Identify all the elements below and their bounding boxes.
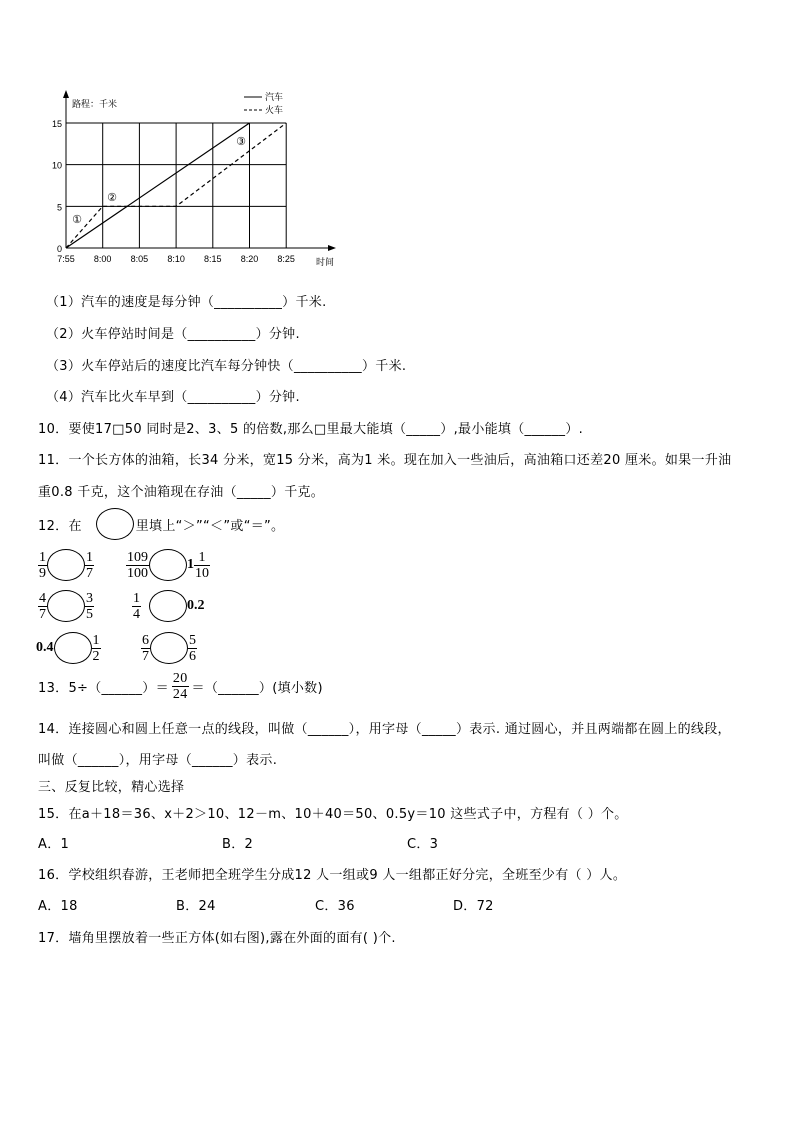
question-12-suffix: 里填上“＞”“＜”或“＝”。 (135, 518, 285, 534)
x-tick-label: 8:15 (204, 254, 222, 264)
x-axis-arrow (328, 245, 336, 251)
q15-option-a[interactable]: A．1 (38, 837, 70, 852)
compare-1b: 109 100 1 1 10 (127, 549, 209, 581)
x-tick-label: 8:25 (277, 254, 295, 264)
answer-circle[interactable] (149, 549, 187, 581)
q16-option-c[interactable]: C．36 (315, 899, 355, 914)
question-17: 17．墙角里摆放着一些正方体(如右图),露在外面的面有( )个. (38, 931, 396, 946)
y-axis-arrow (63, 90, 69, 98)
question-9-3: （3）火车停站后的速度比汽车每分钟快（__________）千米. (46, 359, 407, 374)
q16-option-a[interactable]: A．18 (38, 899, 78, 914)
y-axis-label: 路程：千米 (72, 99, 118, 109)
answer-circle[interactable] (150, 632, 188, 664)
segment-annotation: ③ (236, 136, 246, 148)
question-13: 13．5÷（______）＝ 20 24 ＝（______）(填小数) (38, 671, 323, 702)
series-line-car (66, 123, 250, 248)
compare-1a: 1 9 1 7 (39, 549, 93, 581)
question-10: 10．要使17□50 同时是2、3、5 的倍数,那么□里最大能填（_____）,最小能填（______）. (38, 422, 584, 437)
question-9-2: （2）火车停站时间是（__________）分钟. (46, 327, 300, 342)
question-15: 15．在a＋18＝36、x＋2＞10、12－m、10＋40＝50、0.5y＝10 这些式子中，方程有（ ）个。 (38, 807, 628, 822)
question-14-line2: 叫做（______），用字母（______）表示. (38, 753, 278, 768)
y-tick-label: 5 (56, 202, 62, 213)
answer-circle[interactable] (47, 549, 85, 581)
question-11-line1: 11．一个长方体的油箱，长34 分米，宽15 分米，高为1 米。现在加入一些油后，高油箱口还差20 厘米。如果一升油 (38, 453, 732, 468)
distance-time-chart (0, 0, 794, 270)
section-3-heading: 三、反复比较，精心选择 (38, 780, 185, 795)
x-tick-label: 8:05 (130, 254, 149, 264)
question-12 (38, 508, 284, 540)
compare-3a: 0.4 1 2 (36, 632, 100, 664)
x-tick-label: 8:10 (167, 254, 185, 264)
x-tick-label: 7:55 (57, 254, 75, 264)
compare-2b: 1 4 0.2 (133, 590, 205, 622)
q16-option-d[interactable]: D．72 (453, 899, 494, 914)
question-9-4: （4）汽车比火车早到（__________）分钟. (46, 390, 300, 405)
answer-circle[interactable] (54, 632, 92, 664)
legend-label: 火车 (265, 105, 284, 115)
chart-grid (63, 90, 336, 251)
legend-label: 汽车 (265, 92, 284, 102)
question-16: 16．学校组织春游，王老师把全班学生分成12 人一组或9 人一组都正好分完，全班至少有（ ）人。 (38, 868, 627, 883)
question-11-line2: 重0.8 千克，这个油箱现在存油（_____）千克。 (38, 485, 325, 500)
y-tick-label: 10 (51, 160, 62, 171)
compare-2a: 4 7 3 5 (39, 590, 93, 622)
q15-option-c[interactable]: C．3 (407, 837, 439, 852)
question-14-line1: 14．连接圆心和圆上任意一点的线段，叫做（______），用字母（_____）表示. 通过圆心，并且两端都在圆上的线段， (38, 722, 731, 737)
answer-circle[interactable] (149, 590, 187, 622)
x-tick-label: 8:00 (93, 254, 112, 264)
chart-labels (52, 91, 334, 267)
x-tick-label: 8:20 (240, 254, 259, 264)
q16-option-b[interactable]: B．24 (176, 899, 216, 914)
answer-circle (96, 508, 134, 540)
answer-circle[interactable] (47, 590, 85, 622)
question-9-1: （1）汽车的速度是每分钟（__________）千米. (46, 295, 327, 310)
question-12-prefix: 12．在 (38, 518, 82, 534)
y-tick-label: 15 (51, 119, 62, 129)
x-axis-label: 时间 (316, 257, 335, 267)
y-tick-label: 0 (56, 244, 62, 254)
segment-annotation: ② (107, 192, 117, 204)
q15-option-b[interactable]: B．2 (222, 837, 254, 852)
compare-3b: 6 7 5 6 (142, 632, 196, 664)
segment-annotation: ① (72, 214, 82, 226)
